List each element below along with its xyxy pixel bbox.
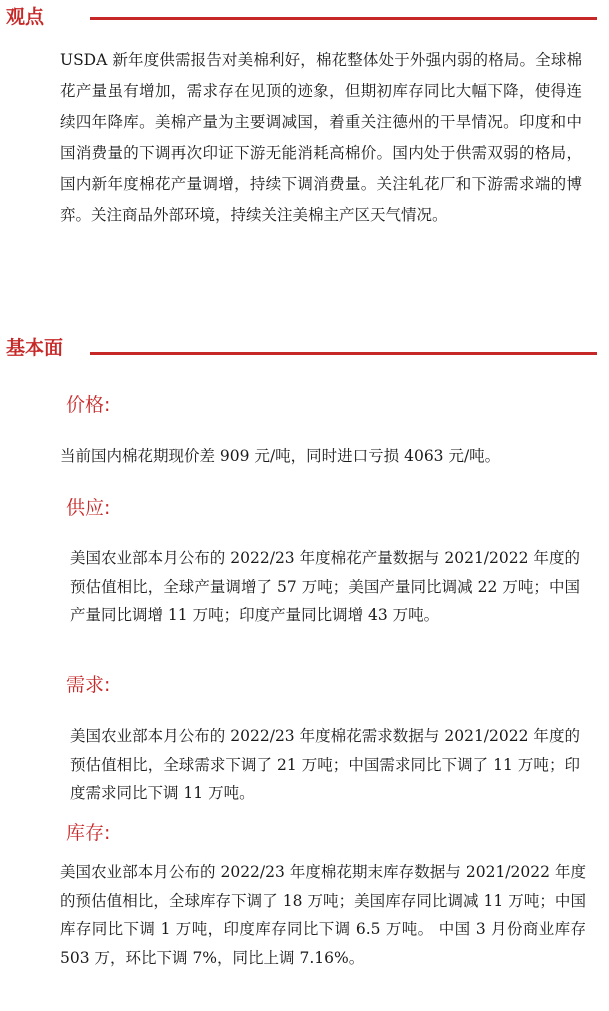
- fundamentals-header: [0, 333, 609, 373]
- demand-label: 需求:: [66, 674, 111, 696]
- price-text: 当前国内棉花期现价差 909 元/吨，同时进口亏损 4063 元/吨。: [60, 447, 501, 465]
- viewpoint-text: USDA 新年度供需报告对美棉利好，棉花整体处于外强内弱的格局。全球棉花产量虽有增加，需求存在见顶的迹象，但期初库存同比大幅下降，使得连续四年降库。美棉产量为主要调减国，着重关注德州的干旱情况。印度和中国消费量的下调再次印证下游无能消耗高棉价。国内处于供需双弱的格局，国内新年度棉花产量调增，持续下调消费量。关注轧花厂和下游需求端的博弈。关注商品外部环境，持续关注美棉主产区天气情况。: [60, 51, 582, 224]
- price-label: 价格:: [66, 394, 111, 416]
- viewpoint-title: 观点: [6, 6, 45, 28]
- fundamentals-title: 基本面: [6, 337, 64, 359]
- viewpoint-header: [0, 2, 609, 42]
- supply-text: 美国农业部本月公布的 2022/23 年度棉花产量数据与 2021/2022 年度的预估值相比，全球产量调增了 57 万吨；美国产量同比调减 22 万吨；中国产量同比调增 11 万吨；印度产量同比调增 43 万吨。: [70, 549, 580, 624]
- inventory-text: 美国农业部本月公布的 2022/23 年度棉花期末库存数据与 2021/2022 年度的预估值相比，全球库存下调了 18 万吨；美国库存同比调减 11 万吨；中国库存同比下调 1 万吨，印度库存同比下调 6.5 万吨。 中国 3 月份商业库存 503 万，环比下调 7%，同比上调 7.16%。: [60, 863, 586, 967]
- supply-label: 供应:: [66, 497, 111, 519]
- inventory-label: 库存:: [66, 822, 111, 844]
- fundamentals-divider: [90, 352, 597, 355]
- viewpoint-divider: [90, 17, 597, 20]
- demand-text: 美国农业部本月公布的 2022/23 年度棉花需求数据与 2021/2022 年度的预估值相比，全球需求下调了 21 万吨；中国需求同比下调了 11 万吨；印度需求同比下调 11 万吨。: [70, 727, 580, 802]
